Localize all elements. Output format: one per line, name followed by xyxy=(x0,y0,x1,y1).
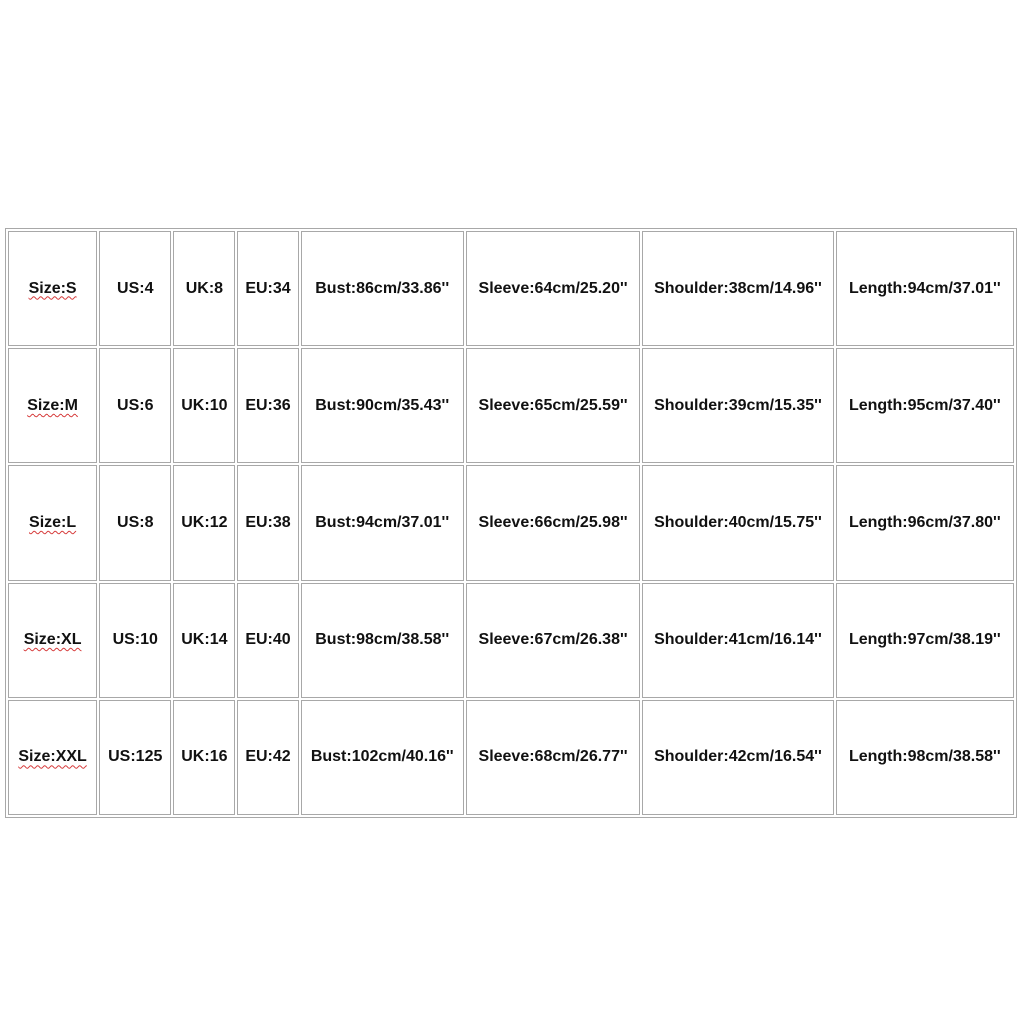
size-cell xyxy=(8,231,97,346)
shoulder-cell: Shoulder:40cm/15.75'' xyxy=(642,465,833,580)
eu-size-cell: EU:36 xyxy=(237,348,298,463)
size-cell xyxy=(8,583,97,698)
sleeve-cell: Sleeve:67cm/26.38'' xyxy=(466,583,640,698)
shoulder-cell: Shoulder:38cm/14.96'' xyxy=(642,231,833,346)
shoulder-cell: Shoulder:41cm/16.14'' xyxy=(642,583,833,698)
uk-size-cell: UK:12 xyxy=(173,465,235,580)
sleeve-cell: Sleeve:68cm/26.77'' xyxy=(466,700,640,815)
eu-size-cell: EU:40 xyxy=(237,583,298,698)
eu-size-cell: EU:34 xyxy=(237,231,298,346)
length-cell: Length:96cm/37.80'' xyxy=(836,465,1014,580)
bust-cell: Bust:94cm/37.01'' xyxy=(301,465,464,580)
length-cell: Length:95cm/37.40'' xyxy=(836,348,1014,463)
sleeve-cell: Sleeve:64cm/25.20'' xyxy=(466,231,640,346)
size-chart-body xyxy=(8,231,1014,815)
size-cell xyxy=(8,700,97,815)
size-chart-table xyxy=(5,228,1017,818)
uk-size-cell: UK:14 xyxy=(173,583,235,698)
table-row xyxy=(8,465,1014,580)
bust-cell: Bust:98cm/38.58'' xyxy=(301,583,464,698)
length-cell: Length:94cm/37.01'' xyxy=(836,231,1014,346)
table-row xyxy=(8,700,1014,815)
length-cell: Length:97cm/38.19'' xyxy=(836,583,1014,698)
uk-size-cell: UK:8 xyxy=(173,231,235,346)
size-cell xyxy=(8,348,97,463)
table-row xyxy=(8,583,1014,698)
us-size-cell: US:8 xyxy=(99,465,171,580)
length-cell: Length:98cm/38.58'' xyxy=(836,700,1014,815)
eu-size-cell: EU:38 xyxy=(237,465,298,580)
size-label: Size:L xyxy=(29,513,77,531)
size-label: Size:XXL xyxy=(18,748,87,766)
eu-size-cell: EU:42 xyxy=(237,700,298,815)
uk-size-cell: UK:16 xyxy=(173,700,235,815)
us-size-cell: US:6 xyxy=(99,348,171,463)
size-label: Size:XL xyxy=(23,631,82,649)
bust-cell: Bust:102cm/40.16'' xyxy=(301,700,464,815)
sleeve-cell: Sleeve:65cm/25.59'' xyxy=(466,348,640,463)
sleeve-cell: Sleeve:66cm/25.98'' xyxy=(466,465,640,580)
size-label: Size:M xyxy=(27,396,78,414)
table-row xyxy=(8,348,1014,463)
bust-cell: Bust:90cm/35.43'' xyxy=(301,348,464,463)
us-size-cell: US:125 xyxy=(99,700,171,815)
uk-size-cell: UK:10 xyxy=(173,348,235,463)
us-size-cell: US:4 xyxy=(99,231,171,346)
us-size-cell: US:10 xyxy=(99,583,171,698)
table-row xyxy=(8,231,1014,346)
bust-cell: Bust:86cm/33.86'' xyxy=(301,231,464,346)
shoulder-cell: Shoulder:39cm/15.35'' xyxy=(642,348,833,463)
size-cell xyxy=(8,465,97,580)
shoulder-cell: Shoulder:42cm/16.54'' xyxy=(642,700,833,815)
size-label: Size:S xyxy=(28,279,77,297)
